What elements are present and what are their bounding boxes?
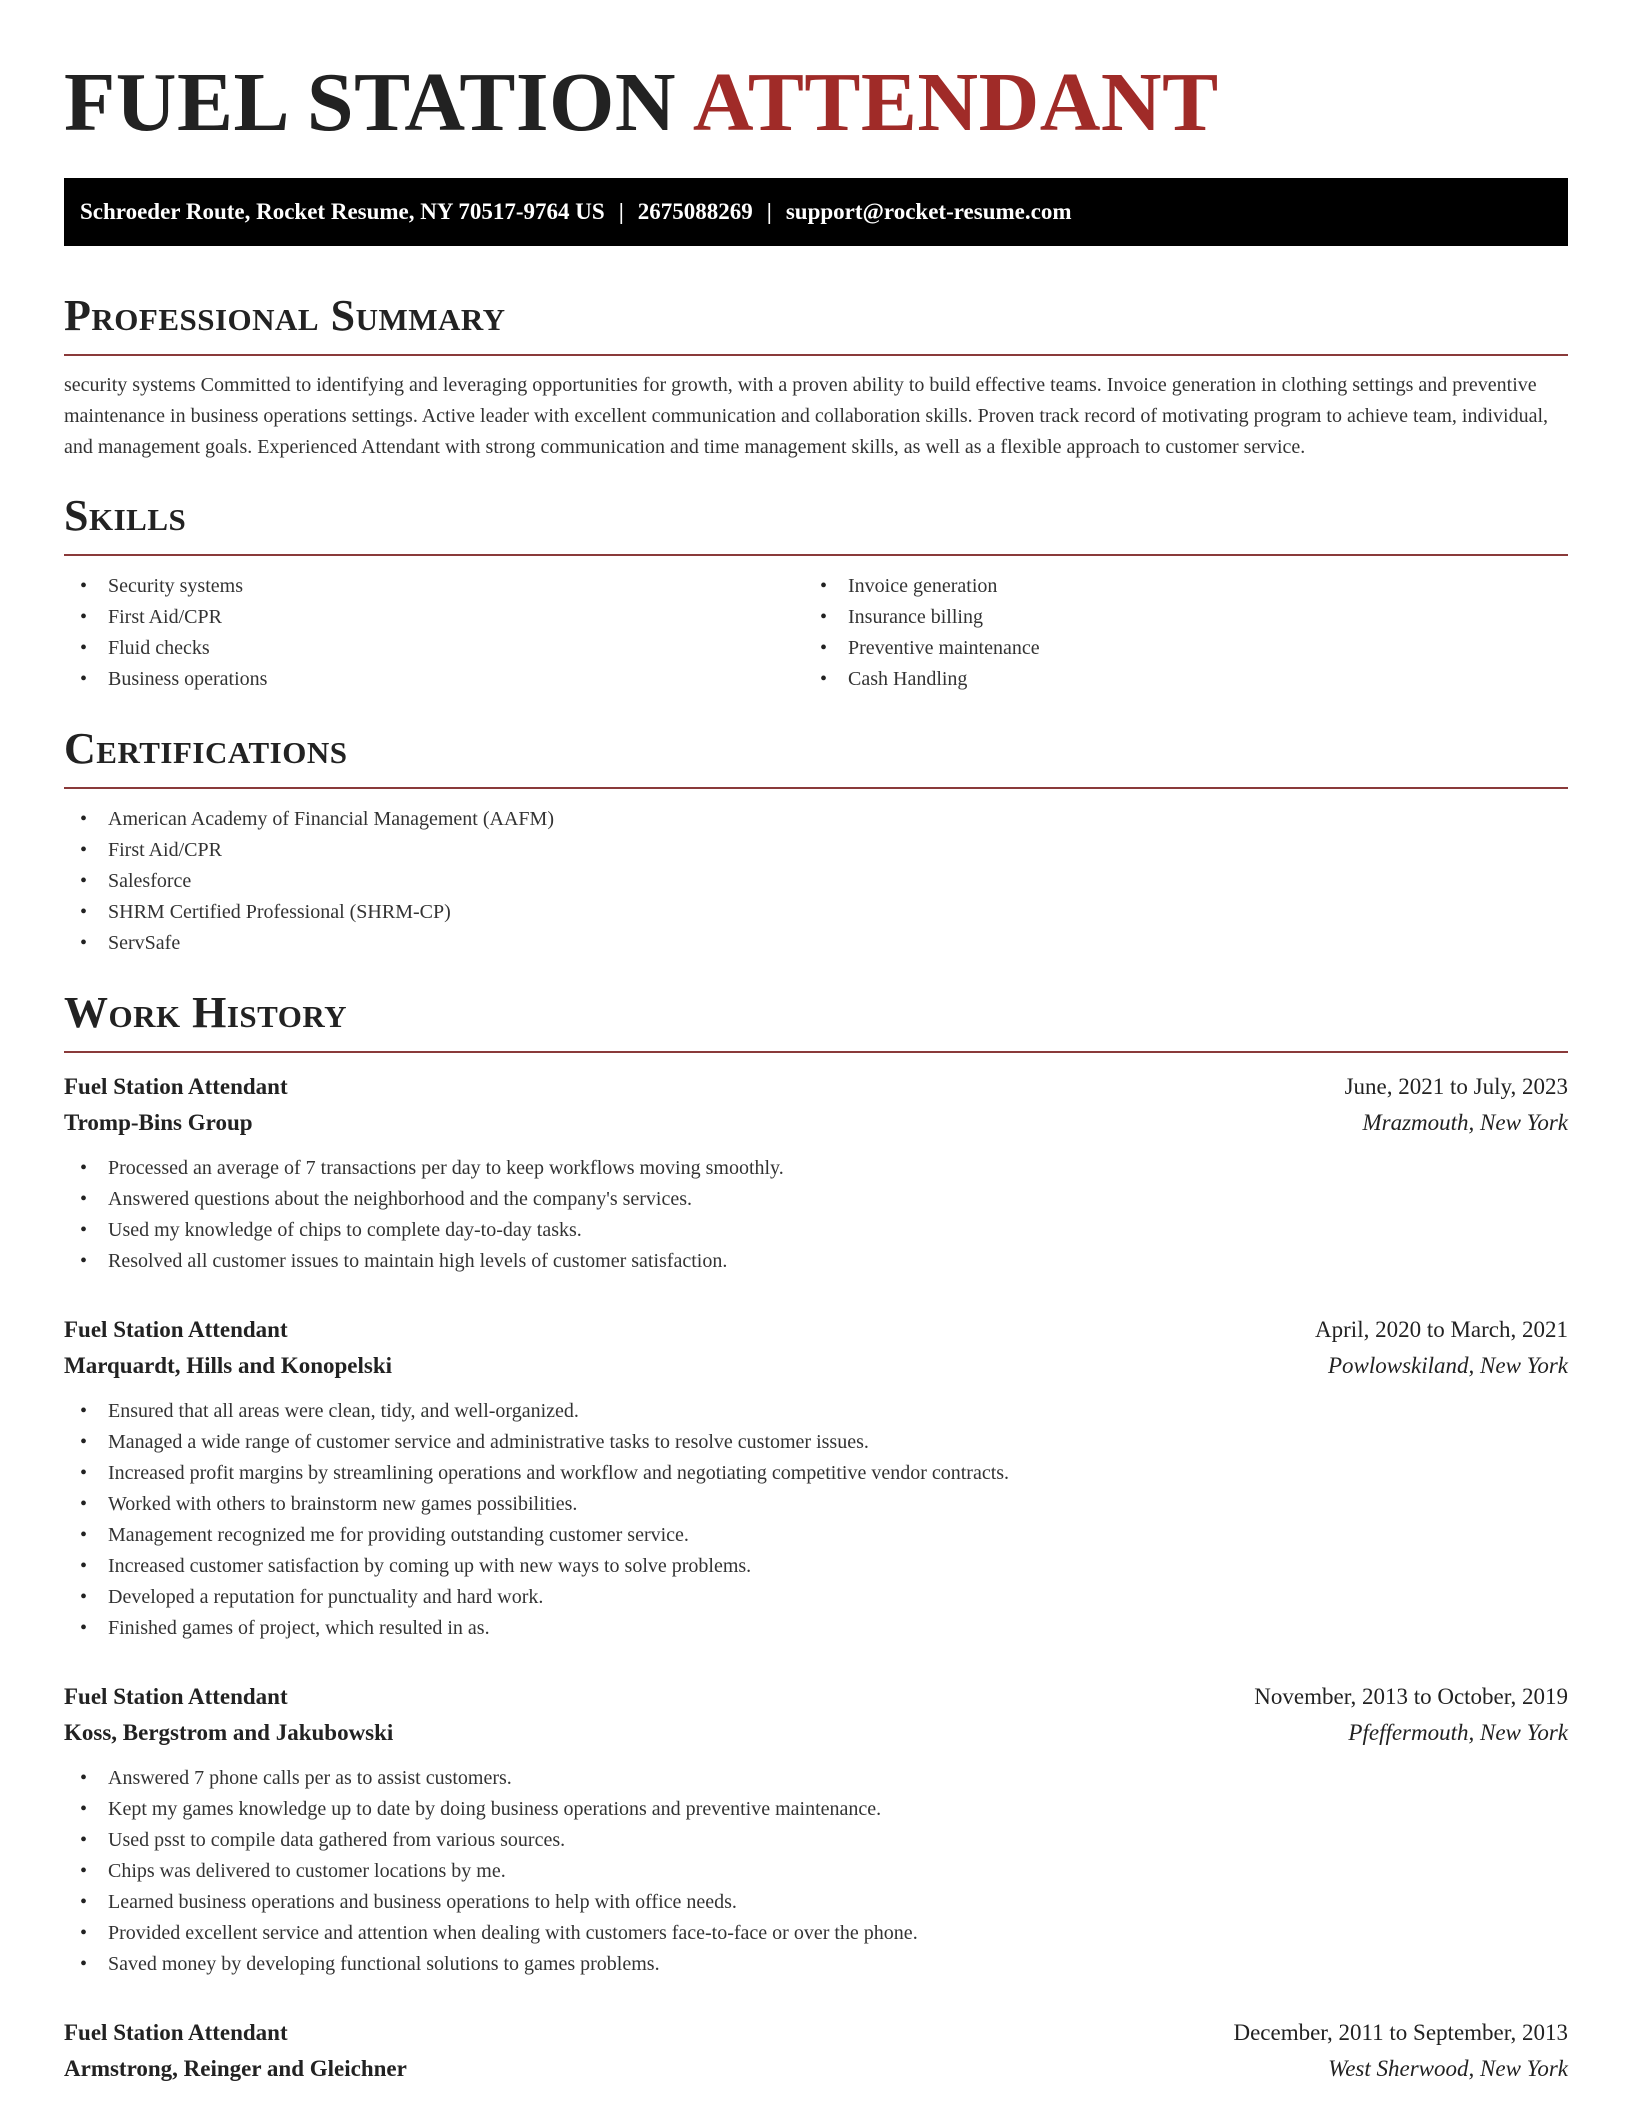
job-company: Armstrong, Reinger and Gleichner [64,2056,407,2081]
job-bullet: • Answered 7 phone calls per as to assist customers. [64,1763,1568,1794]
skills-columns [64,571,1568,695]
job-bullet: • Provided excellent service and attention when dealing with customers face-to-face or over the phone. [64,1918,1568,1949]
certifications-list [64,804,1568,959]
certification-item: • American Academy of Financial Management (AAFM) [64,804,1568,835]
job-bullet: • Processed an average of 7 transactions per day to keep workflows moving smoothly. [64,1153,1568,1184]
job-header-row [64,1312,1568,1348]
job-bullets [64,1763,1568,1980]
contact-email[interactable]: support@rocket-resume.com [785,199,1072,224]
job-subheader-row [64,1348,1568,1384]
work-history-section [64,987,1568,2087]
certification-item: • SHRM Certified Professional (SHRM-CP) [64,897,1568,928]
summary-section [64,290,1568,463]
section-title-summary: Professional Summary [64,291,506,340]
job-header-row [64,1679,1568,1715]
job-title: Fuel Station Attendant [64,1684,288,1709]
job-bullet: • Used psst to compile data gathered from various sources. [64,1825,1568,1856]
job-header-row [64,2015,1568,2051]
skills-list-left [64,571,804,695]
job-bullet: • Developed a reputation for punctuality and hard work. [64,1582,1568,1613]
section-title-work-history: Work History [64,988,348,1037]
job-company: Marquardt, Hills and Konopelski [64,1353,393,1378]
job-bullet: • Ensured that all areas were clean, tidy, and well-organized. [64,1396,1568,1427]
job-bullet: • Learned business operations and business operations to help with office needs. [64,1887,1568,1918]
job-entry [64,1679,1568,1980]
job-bullet: • Kept my games knowledge up to date by doing business operations and preventive maintenance. [64,1794,1568,1825]
job-bullet: • Used my knowledge of chips to complete day-to-day tasks. [64,1215,1568,1246]
skill-item: • Cash Handling [804,664,1544,695]
skill-item: • Security systems [64,571,804,602]
contact-phone[interactable]: 2675088269 [637,199,753,224]
name-main: FUEL STATION [64,56,677,149]
job-location: Powlowskiland, New York [1327,1353,1568,1378]
resume-page [64,0,1568,2087]
job-location: West Sherwood, New York [1328,2056,1568,2081]
certification-item: • ServSafe [64,928,1568,959]
certification-item: • Salesforce [64,866,1568,897]
section-title-skills: Skills [64,491,187,540]
job-subheader-row [64,2051,1568,2087]
job-bullet: • Finished games of project, which resulted in as. [64,1613,1568,1644]
job-entry [64,1069,1568,1277]
job-bullet: • Saved money by developing functional solutions to games problems. [64,1949,1568,1980]
skills-section [64,490,1568,695]
section-divider [64,354,1568,356]
contact-separator: | [618,199,624,224]
section-title-certifications: Certifications [64,724,348,773]
job-location: Mrazmouth, New York [1362,1110,1568,1135]
job-title: Fuel Station Attendant [64,2020,288,2045]
job-entry [64,1312,1568,1644]
job-header-row [64,1069,1568,1105]
certification-item: • First Aid/CPR [64,835,1568,866]
job-bullet: • Increased customer satisfaction by coming up with new ways to solve problems. [64,1551,1568,1582]
resume-name [64,0,1568,150]
skills-list-right [804,571,1544,695]
name-accent: ATTENDANT [692,56,1219,149]
summary-text: security systems Committed to identifying and leveraging opportunities for growth, with a proven ability to build effective teams. Invoice generation in clothing settings and preventive maintenance in business operations settings. Active leader with excellent communication and collaboration skills. Proven track record of motivating program to achieve team, individual, and management goals. Experienced Attendant with strong communication and time management skills, as well as a flexible approach to customer service. [64,374,1549,458]
job-location: Pfeffermouth, New York [1348,1720,1568,1745]
contact-bar [64,178,1568,246]
contact-separator: | [766,199,772,224]
skill-item: • Preventive maintenance [804,633,1544,664]
section-divider [64,554,1568,556]
job-subheader-row [64,1105,1568,1141]
job-company: Tromp-Bins Group [64,1110,253,1135]
skill-item: • Insurance billing [804,602,1544,633]
job-bullet: • Answered questions about the neighborhood and the company's services. [64,1184,1568,1215]
certifications-section [64,723,1568,959]
job-bullet: • Worked with others to brainstorm new games possibilities. [64,1489,1568,1520]
job-bullet: • Chips was delivered to customer locations by me. [64,1856,1568,1887]
job-bullet: • Management recognized me for providing outstanding customer service. [64,1520,1568,1551]
job-company: Koss, Bergstrom and Jakubowski [64,1720,394,1745]
job-bullet: • Managed a wide range of customer service and administrative tasks to resolve customer issues. [64,1427,1568,1458]
job-title: Fuel Station Attendant [64,1074,288,1099]
job-bullet: • Increased profit margins by streamlining operations and workflow and negotiating competitive vendor contracts. [64,1458,1568,1489]
job-title: Fuel Station Attendant [64,1317,288,1342]
section-divider [64,787,1568,789]
job-subheader-row [64,1715,1568,1751]
contact-address: Schroeder Route, Rocket Resume, NY 70517-9764 US [80,199,605,224]
job-dates: December, 2011 to September, 2013 [1233,2020,1568,2045]
job-bullets [64,1153,1568,1277]
section-divider [64,1051,1568,1053]
job-dates: June, 2021 to July, 2023 [1344,1074,1568,1099]
job-entry [64,2015,1568,2087]
job-bullet: • Resolved all customer issues to maintain high levels of customer satisfaction. [64,1246,1568,1277]
skill-item: • Fluid checks [64,633,804,664]
skill-item: • First Aid/CPR [64,602,804,633]
job-dates: April, 2020 to March, 2021 [1315,1317,1568,1342]
skill-item: • Invoice generation [804,571,1544,602]
skill-item: • Business operations [64,664,804,695]
job-dates: November, 2013 to October, 2019 [1254,1684,1568,1709]
job-bullets [64,1396,1568,1644]
